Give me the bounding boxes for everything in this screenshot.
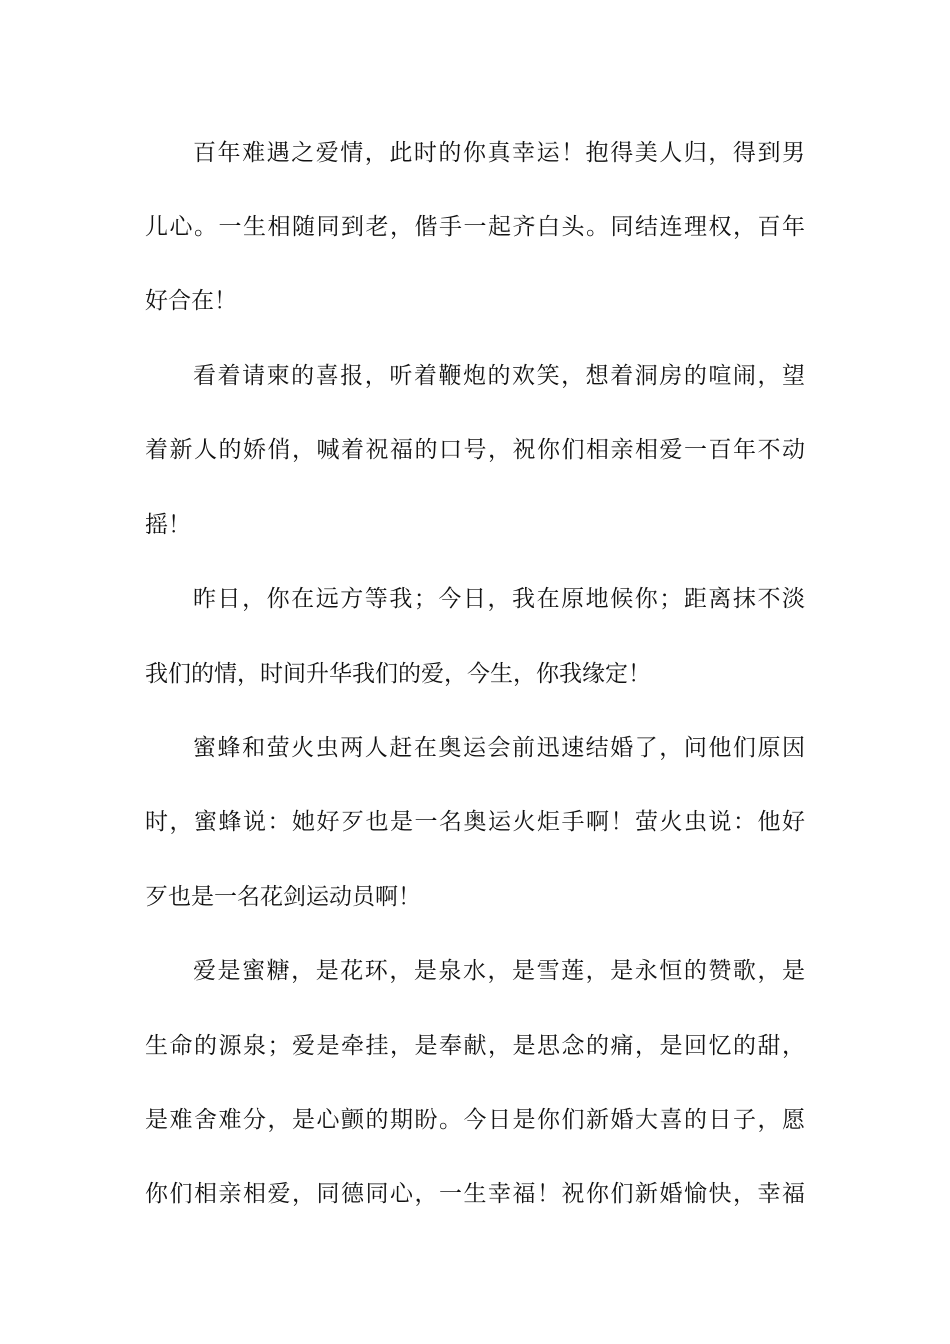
paragraph-3-line-2: 我们的情，时间升华我们的爱，今生，你我缘定！ bbox=[145, 661, 651, 687]
paragraph-5-line-4: 你们相亲相爱，同德同心，一生幸福！祝你们新婚愉快，幸福 bbox=[145, 1181, 805, 1207]
paragraph-1-line-2: 儿心。一生相随同到老，偕手一起齐白头。同结连理权，百年 bbox=[145, 214, 805, 240]
paragraph-2-line-2: 着新人的娇俏，喊着祝福的口号，祝你们相亲相爱一百年不动 bbox=[145, 437, 805, 463]
paragraph-1-line-1: 百年难遇之爱情，此时的你真幸运！抱得美人归，得到男 bbox=[193, 140, 805, 166]
paragraph-5-line-3: 是难舍难分，是心颤的期盼。今日是你们新婚大喜的日子，愿 bbox=[145, 1107, 805, 1133]
paragraph-4-line-1: 蜜蜂和萤火虫两人赶在奥运会前迅速结婚了，问他们原因 bbox=[193, 735, 805, 761]
paragraph-4-line-2: 时，蜜蜂说：她好歹也是一名奥运火炬手啊！萤火虫说：他好 bbox=[145, 809, 805, 835]
paragraph-2-line-1: 看着请柬的喜报，听着鞭炮的欢笑，想着洞房的喧闹，望 bbox=[193, 363, 805, 389]
paragraph-3-line-1: 昨日，你在远方等我；今日，我在原地候你；距离抹不淡 bbox=[193, 586, 805, 612]
paragraph-2-line-3: 摇！ bbox=[145, 512, 191, 538]
paragraph-1-line-3: 好合在！ bbox=[145, 288, 237, 314]
paragraph-5-line-1: 爱是蜜糖，是花环，是泉水，是雪莲，是永恒的赞歌，是 bbox=[193, 958, 805, 984]
paragraph-4-line-3: 歹也是一名花剑运动员啊！ bbox=[145, 884, 421, 910]
paragraph-5-line-2: 生命的源泉；爱是牵挂，是奉献，是思念的痛，是回忆的甜， bbox=[145, 1033, 805, 1059]
